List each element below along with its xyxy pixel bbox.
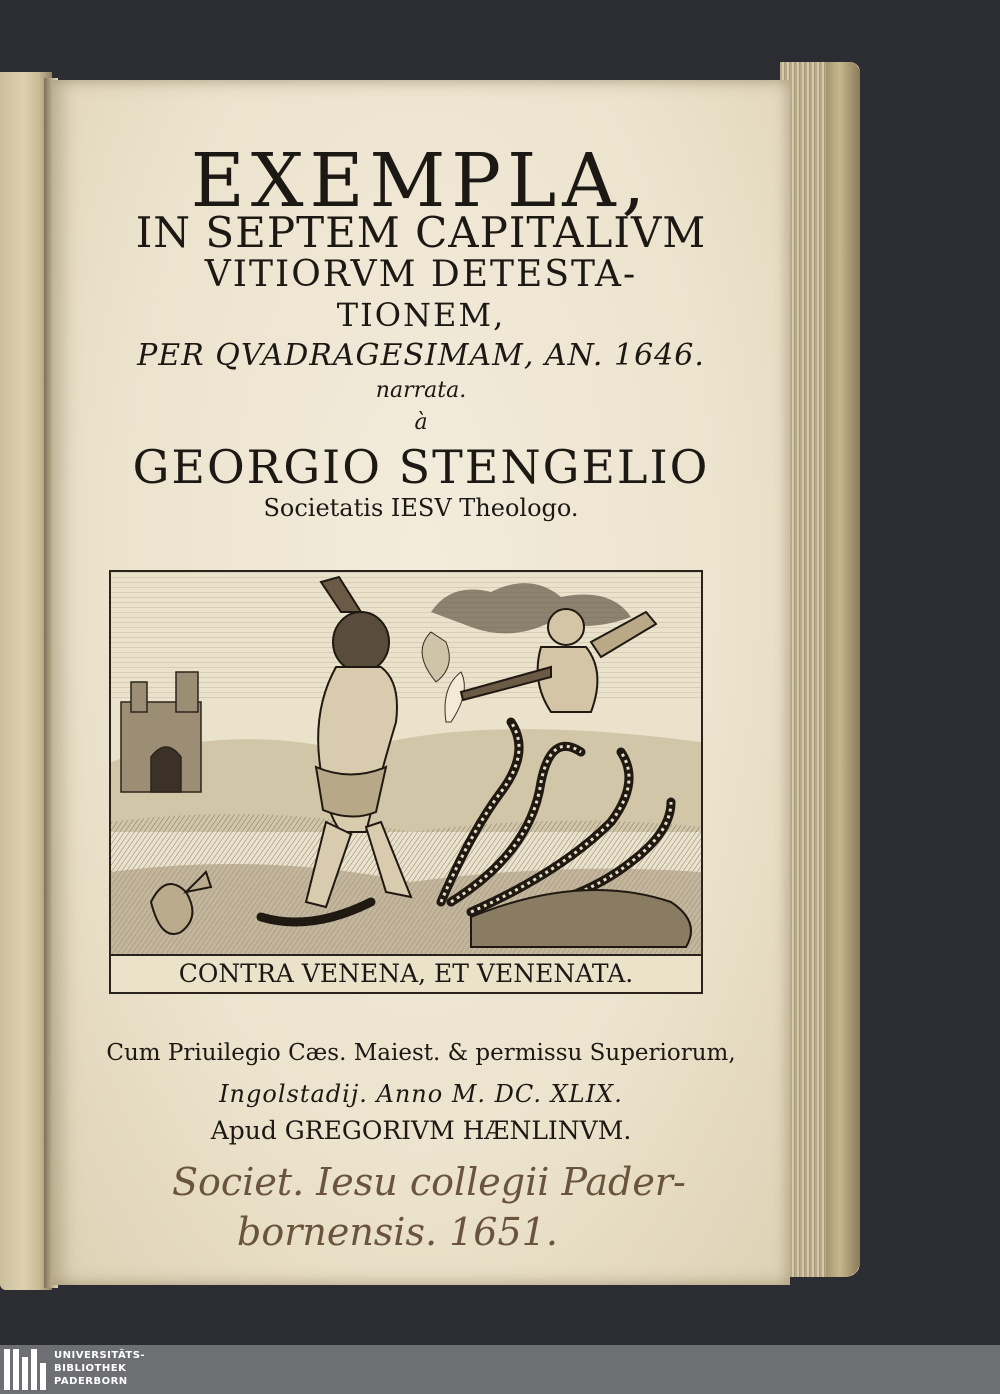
library-logo-text [54,1349,145,1388]
author-role: Societatis IESV Theologo. [263,494,579,522]
engraving-motto: CONTRA VENENA, ET VENENATA. [111,954,701,992]
author-name: GEORGIO STENGELIO [132,440,710,494]
logo-line-3: PADERBORN [54,1376,128,1387]
engraving-illustration [111,572,701,954]
imprint-privilege: Cum Priuilegio Cæs. Maiest. & permissu Superiorum, [106,1040,736,1066]
imprint-place-date: Ingolstadij. Anno M. DC. XLIX. [219,1080,623,1108]
title-line-3: VITIORVM DETESTA- [204,254,638,295]
handwritten-note-line-1: Societ. Iesu collegii Pader- [172,1160,686,1204]
book-title: EXEMPLA, [190,138,652,224]
vellum-cover-edge [826,62,860,1277]
title-line-6: narrata. [375,378,467,403]
title-line-5: PER QVADRAGESIMAM, AN. 1646. [137,338,705,373]
title-line-4: TIONEM, [336,296,506,334]
hercules-hydra-engraving [109,570,703,994]
logo-line-1: UNIVERSITÄTS- [54,1350,146,1361]
imprint-printer: Apud GREGORIVM HÆNLINVM. [210,1116,632,1145]
library-footer [0,1345,1000,1394]
logo-line-2: BIBLIOTHEK [54,1363,127,1374]
title-page [52,80,790,1285]
title-line-2: IN SEPTEM CAPITALIVM [135,208,707,257]
handwritten-note-line-2: bornensis. 1651. [237,1210,558,1254]
title-line-7: à [414,410,428,435]
library-logo-icon [4,1349,48,1390]
